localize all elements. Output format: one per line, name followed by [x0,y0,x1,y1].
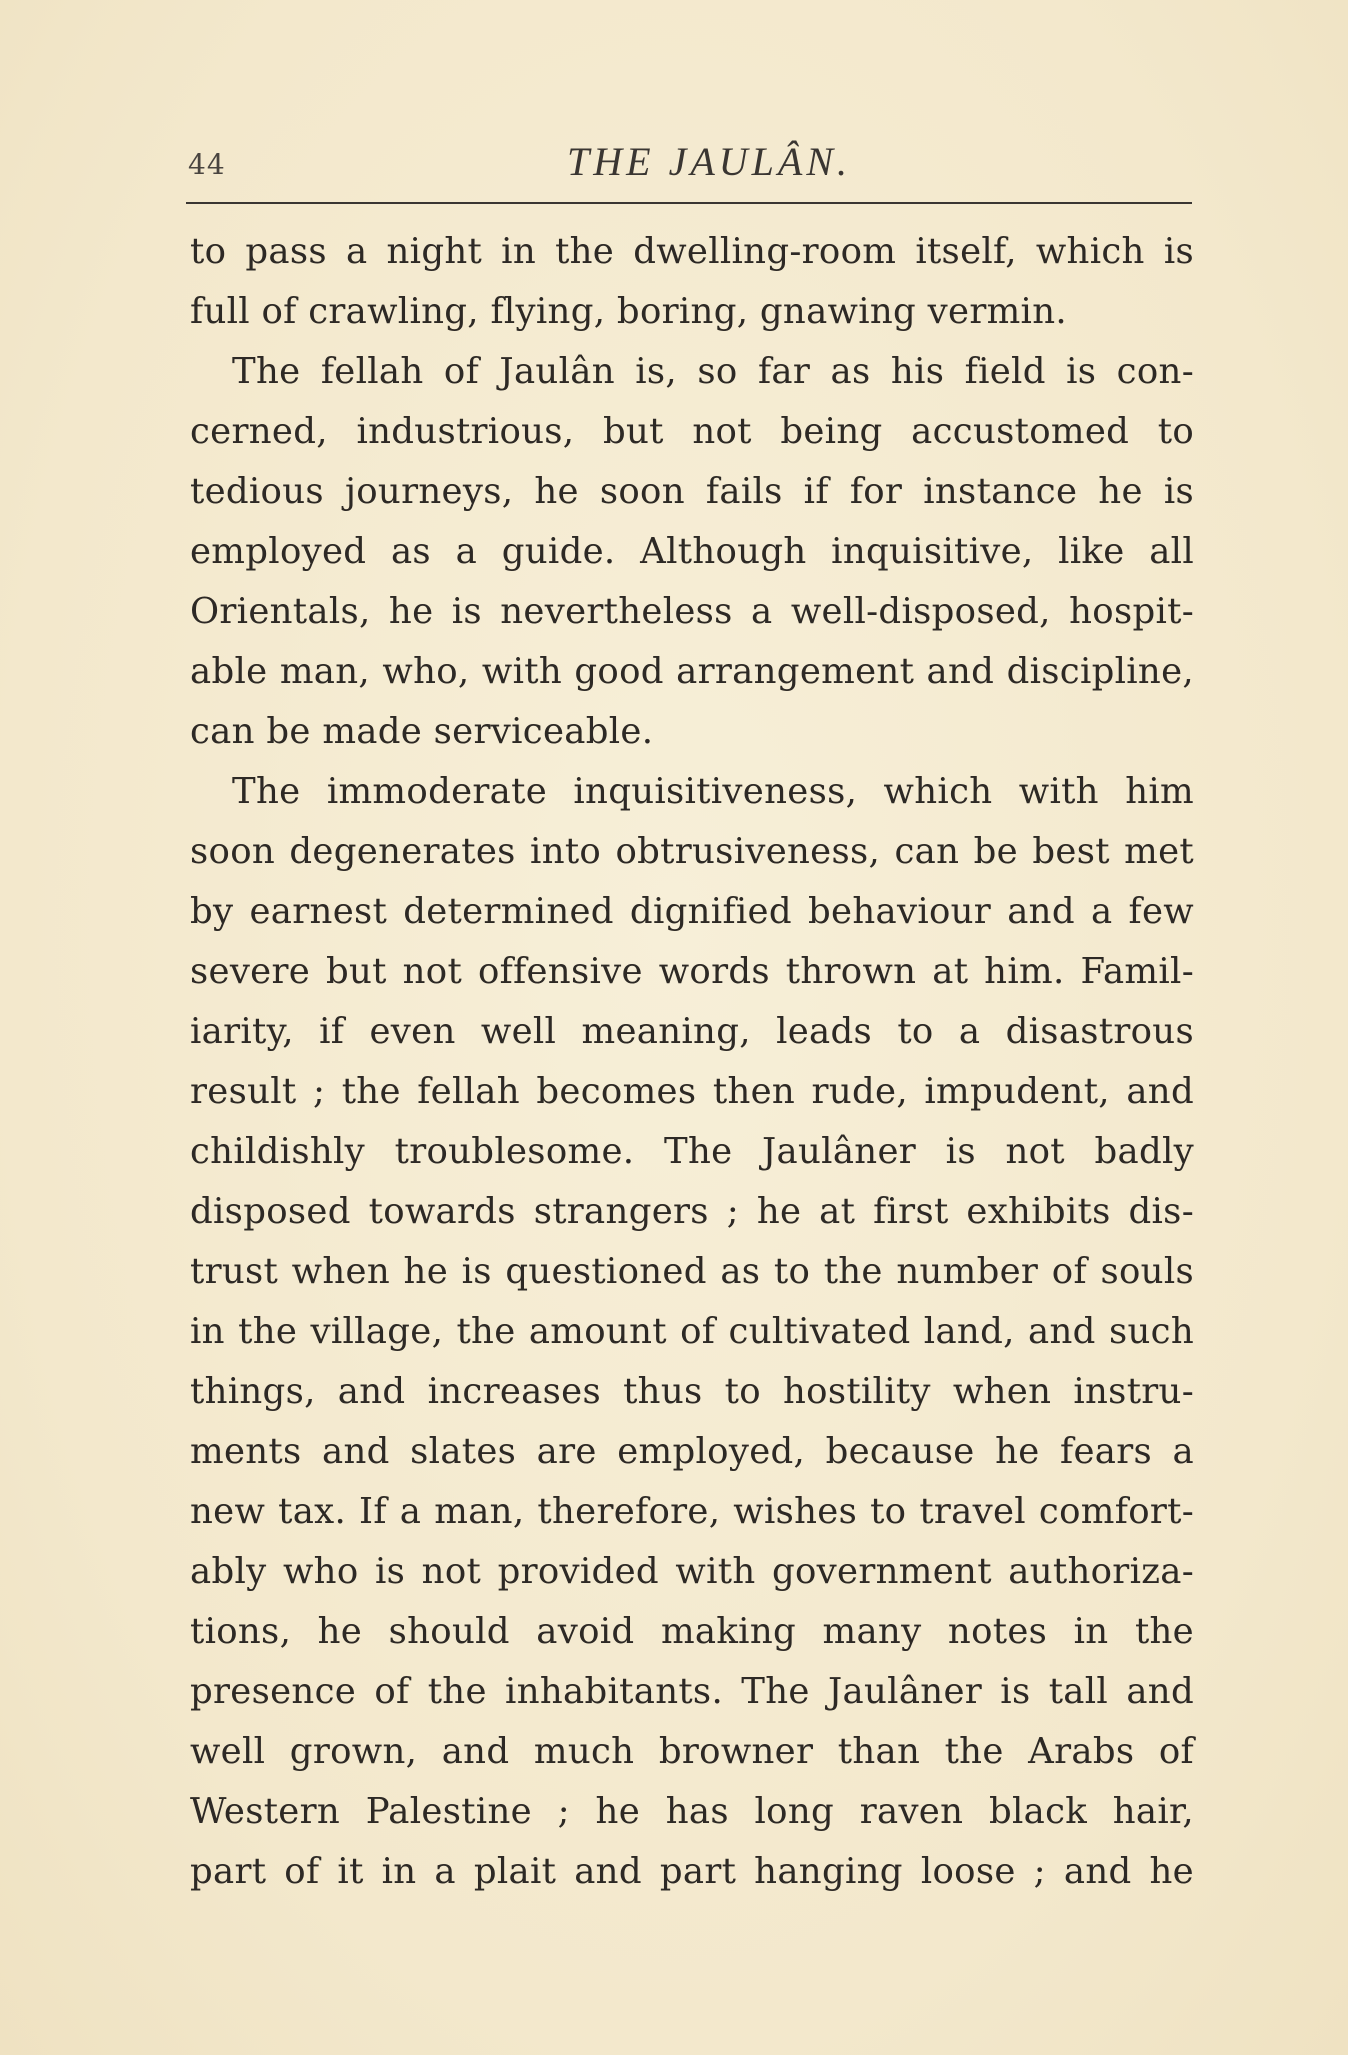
text-line: part of it in a plait and part hanging loose ; and he [190,1851,1194,1892]
text-line: can be made serviceable. [190,711,654,752]
text-line: well grown, and much browner than the Arabs of [190,1731,1194,1772]
text-line: in the village, the amount of cultivated land, and such [190,1311,1194,1352]
text-line: ably who is not provided with government authoriza- [190,1551,1194,1592]
body-text [190,222,1194,1902]
text-line: cerned, industrious, but not being accustomed to [190,411,1194,452]
text-line: ments and slates are employed, because he fears a [190,1431,1194,1472]
text-line: employed as a guide. Although inquisitive, like all [190,531,1194,572]
text-line: severe but not offensive words thrown at him. Famil- [190,951,1194,992]
text-line: presence of the inhabitants. The Jaulâner is tall and [190,1671,1194,1712]
running-title: THE JAULÂN. [567,139,851,184]
text-line: disposed towards strangers ; he at first exhibits dis- [190,1191,1194,1232]
text-line: trust when he is questioned as to the number of souls [190,1251,1194,1292]
text-line: by earnest determined dignified behaviour and a few [190,891,1194,932]
text-line: iarity, if even well meaning, leads to a disastrous [190,1011,1194,1052]
text-line: soon degenerates into obtrusiveness, can be best met [190,831,1194,872]
text-line: Orientals, he is nevertheless a well-disposed, hospit- [190,591,1194,632]
text-line: The immoderate inquisitiveness, which with him [232,771,1194,812]
text-line: to pass a night in the dwelling-room itself, which is [190,231,1194,272]
text-line: things, and increases thus to hostility when instru- [190,1371,1194,1412]
text-line: tedious journeys, he soon fails if for instance he is [190,471,1194,512]
text-line: The fellah of Jaulân is, so far as his field is con- [232,351,1194,392]
text-line: able man, who, with good arrangement and discipline, [190,651,1194,692]
page-header [186,138,1192,188]
header-rule [186,202,1192,204]
text-line: result ; the fellah becomes then rude, impudent, and [190,1071,1194,1112]
text-line: new tax. If a man, therefore, wishes to travel comfort- [190,1491,1194,1532]
text-line: full of crawling, flying, boring, gnawing vermin. [190,291,1067,332]
text-line: childishly troublesome. The Jaulâner is not badly [190,1131,1194,1172]
page-number: 44 [188,148,226,181]
text-line: Western Palestine ; he has long raven black hair, [190,1791,1194,1832]
text-line: tions, he should avoid making many notes in the [190,1611,1194,1652]
